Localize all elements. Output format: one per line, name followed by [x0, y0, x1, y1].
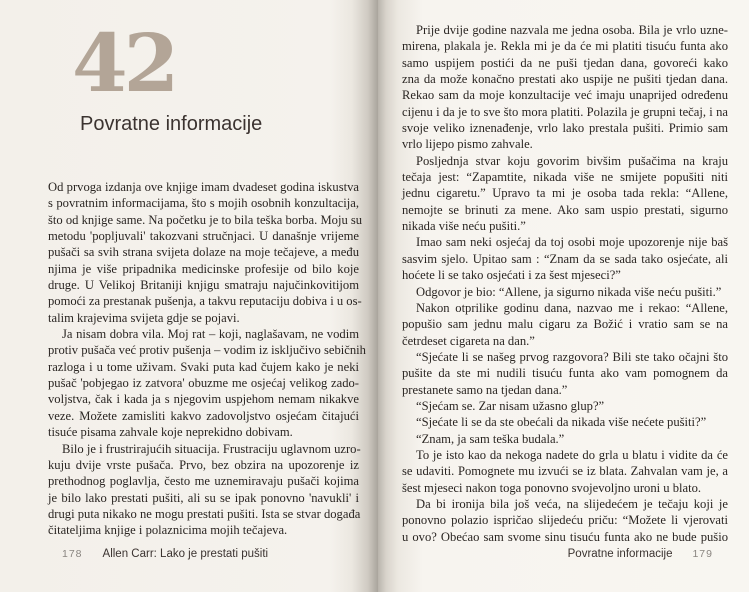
paragraph — [402, 300, 728, 349]
text-line: svoje veliko iznenađenje, vrlo lako prestala pušiti. Primio sam — [402, 121, 728, 136]
text-line: mirena, plakala je. Rekla mi je da će mi platiti tisuću funta ako — [402, 39, 728, 54]
text-line: razloga i u tome uživam. Svaki puta kad čujem kako je neki — [48, 359, 359, 374]
text-line: šest mjeseci nakon toga ponovno svojevoljno uroni u blato. — [402, 480, 702, 495]
text-line: Da bi ironija bila još veća, na slijedećem je tečaju koji je — [416, 496, 728, 511]
text-line: se udaviti. Pomognete mu izvući se iz blata. Zahvalan vam je, a — [402, 464, 728, 479]
text-line: tisuće pisama zahvale koje neprekidno dobivam. — [48, 425, 293, 440]
text-line: jednu cigaretu.” Upravo ta mi je osoba tada rekla: “Allene, — [402, 186, 728, 201]
paragraph — [48, 326, 366, 440]
text-line: Prije dvije godine nazvala me jedna osoba. Bila je vrlo uzne- — [416, 23, 728, 37]
text-line: popušio sam jednu malu cigaru za Božić i vratio sam se na — [402, 317, 728, 332]
left-page-footer — [62, 548, 268, 560]
text-line: je bilo lako prestati pušiti, ali su se ipak ponovno 'navukli' i — [48, 490, 359, 505]
text-line: veze. Možete zamisliti kakvo zadovoljstvo osjećam čitajući — [48, 408, 359, 423]
text-line: tečaja jest: “Zapamtite, nikada više ne smijete popušiti niti — [402, 170, 728, 185]
text-line: Posljednja stvar koju govorim bivšim pušačima na kraju — [416, 153, 728, 168]
text-line: “Znam, ja sam teška budala.” — [416, 431, 565, 446]
paragraph — [48, 179, 363, 326]
paragraph — [402, 22, 728, 153]
text-line: talim krajevima svijeta gdje se pojavi. — [48, 310, 240, 325]
text-line: “Sjećate li se našeg prvog razgovora? Bili ste tako očajni što — [416, 349, 728, 364]
paragraph — [402, 496, 728, 545]
text-line: četrdeset cigareta na dan.” — [402, 333, 535, 348]
text-line: druge. U Velikoj Britaniji knjigu smatraju najučinkovitijom — [48, 278, 359, 293]
text-line: s povratnim informacijama, što s mojih osobnih konzultacija, — [48, 196, 359, 211]
text-line: pušači sa svih strana svijeta dolaze na moje tečajeve, a među — [48, 245, 359, 260]
right-page-footer — [568, 548, 713, 560]
page-number: 179 — [692, 548, 713, 560]
text-line: nikada više neću pušiti.” — [402, 219, 526, 234]
text-line: čitateljima knjige i polaznicima mojih tečajeva. — [48, 523, 288, 538]
text-line: metodu 'popljuvali' takozvani stručnjaci. U današnje vrijeme — [48, 229, 359, 244]
page-number: 178 — [62, 548, 83, 560]
paragraph — [48, 441, 359, 539]
paragraph — [402, 414, 728, 430]
right-page — [378, 0, 749, 592]
running-title: Povratne informacije — [567, 548, 673, 560]
text-line: vrlo lijepo pismo zahvale. — [402, 137, 533, 152]
text-line: Bilo je i frustrirajućih situacija. Frustraciju uglavnom uzro- — [62, 441, 361, 456]
text-line: To je isto kao da nekoga nadete do grla u blatu i vidite da će — [416, 447, 728, 462]
text-line: samo uspijem postići da ne puši tjedan dana, govoreći kako — [402, 55, 728, 70]
text-line: Nakon otprilike godinu dana, nazvao me i rekao: “Allene, — [416, 300, 728, 315]
chapter-title: Povratne informacije — [80, 113, 263, 135]
text-line: Rekao sam da moje konzultacije već imaju unaprijed određenu — [402, 88, 728, 103]
paragraph — [402, 234, 728, 283]
text-line: zna da može konačno prestati ako uspije ne pušiti tjedan dana. — [402, 72, 728, 87]
text-line: prestanete samo na tjedan dana.” — [402, 382, 568, 397]
paragraph — [402, 153, 728, 235]
text-line: prethodnog poglavlja, često me uznemiravaju pušači kojima — [48, 474, 359, 489]
right-page-body — [402, 22, 728, 545]
text-line: hoćete li se tako osjećati i za šest mjeseci?” — [402, 268, 621, 283]
text-line: pušač 'pobjegao iz zatvora' obuzme me osjećaj velikog zado- — [48, 376, 359, 391]
text-line: Imao sam neki osjećaj da toj osobi moje upozorenje nije baš — [416, 235, 728, 250]
text-line: njima je više pripadnika medicinske profesije od bilo koje — [48, 261, 359, 276]
text-line: kuju dvije vrste pušača. Prvo, bez obzira na upozorenje iz — [48, 457, 359, 472]
running-title: Allen Carr: Lako je prestati pušiti — [102, 548, 269, 560]
text-line: ponovno polazio ispričao slijedeću priču: “Možete li vjerovati — [402, 513, 728, 528]
paragraph — [402, 349, 728, 398]
text-line: pušite da ste mi nudili tisuću funta ako vam pomognem da — [402, 366, 728, 381]
text-line: cijenu i da je to sve što mora platiti. Polazila je grupni tečaj, i na — [402, 104, 728, 119]
chapter-number: 42 — [72, 16, 176, 110]
text-line: Od prvoga izdanja ove knjige imam dvadeset godina iskustva — [48, 180, 359, 194]
paragraph — [402, 431, 728, 447]
text-line: Odgovor je bio: “Allene, ja sigurno nikada više neću pušiti.” — [416, 284, 722, 299]
text-line: “Sjećate li se da ste obećali da nikada više nećete pušiti?” — [416, 415, 707, 430]
text-line: protiv pušača već protiv pušenja – vodim iz isključivo sebičnih — [48, 343, 366, 358]
text-line: što od knjige same. Na početku je to bila teška borba. Moju su — [48, 212, 363, 227]
paragraph — [402, 284, 728, 300]
text-line: sasvim sjelo. Upitao sam : “Znam da se sada tako osjećate, ali — [402, 251, 728, 266]
text-line: u ovo? Obećao sam svome sinu tisuću funta ako ne bude pušio — [402, 529, 728, 544]
text-line: Ja nisam dobra vila. Moj rat – koji, naglašavam, ne vodim — [62, 327, 359, 342]
paragraph — [402, 398, 728, 414]
text-line: “Sjećam se. Zar nisam užasno glup?” — [416, 398, 605, 413]
left-page-body — [48, 179, 366, 539]
text-line: voljstva, čak i kada ja s njegovim uspjehom nemam nikakve — [48, 392, 359, 407]
text-line: nemojte se brinuti za mene. Ako sam uspio prestati, sigurno — [402, 202, 728, 217]
paragraph — [402, 447, 728, 496]
text-line: pomoći za prestanak pušenja, a takvu reputaciju dobiva i u os- — [48, 294, 362, 309]
text-line: drugi puta nikako ne mogu prestati pušiti. Ista se stvar događa — [48, 506, 361, 521]
